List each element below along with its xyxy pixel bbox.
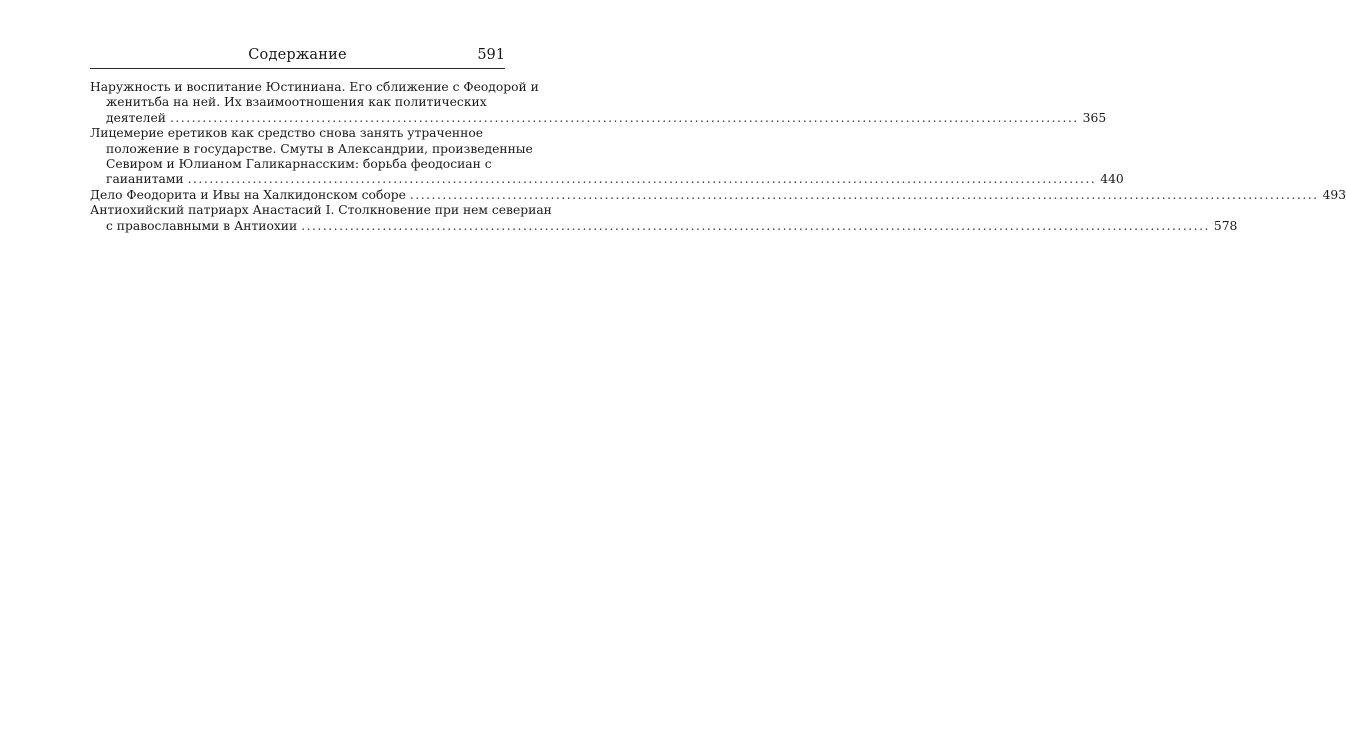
toc-entry-line: Лицемерие еретиков как средство снова занять утраченное bbox=[90, 126, 483, 141]
toc-entry bbox=[90, 80, 1107, 126]
dot-leader bbox=[301, 219, 1210, 234]
toc-entry-line: положение в государстве. Смуты в Александрии, произведенные bbox=[106, 141, 533, 156]
toc-entry-line: женитьба на ней. Их взаимоотношения как политических bbox=[106, 95, 487, 110]
toc-page-number: 493 bbox=[1322, 187, 1346, 202]
toc-page-number: 365 bbox=[1082, 110, 1107, 125]
running-title: Содержание bbox=[248, 47, 347, 63]
toc-entry-line: Севиром и Юлианом Галикарнасским: борьба феодосиан с bbox=[106, 157, 492, 172]
page-number: 591 bbox=[477, 47, 505, 63]
toc-entry-line: Антиохийский патриарх Анастасий I. Столкновение при нем севериан bbox=[90, 203, 552, 218]
toc-page-number: 440 bbox=[1100, 172, 1124, 187]
toc-entry-line: деятелей bbox=[106, 110, 166, 125]
toc-entry-line: с православными в Антиохии bbox=[106, 218, 298, 233]
toc-entry-line: Дело Феодорита и Ивы на Халкидонском соборе bbox=[90, 187, 406, 202]
toc-entry-last-line bbox=[90, 110, 1107, 126]
running-head bbox=[90, 42, 505, 69]
toc-entry-last-line bbox=[90, 218, 1238, 234]
toc-entry-last-line bbox=[90, 172, 1124, 187]
toc-entry bbox=[90, 203, 1238, 234]
toc-entry-line: Наружность и воспитание Юстиниана. Его сближение с Феодорой и bbox=[90, 80, 539, 94]
toc-page-number: 578 bbox=[1213, 218, 1238, 233]
toc-entry bbox=[90, 126, 1124, 188]
dot-leader bbox=[170, 111, 1079, 126]
table-of-contents bbox=[90, 80, 1346, 234]
toc-entry-last-line bbox=[90, 187, 1346, 203]
toc-entry-line: гаианитами bbox=[106, 172, 184, 187]
toc-entry bbox=[90, 187, 1346, 203]
dot-leader bbox=[410, 188, 1319, 203]
dot-leader bbox=[188, 172, 1097, 187]
